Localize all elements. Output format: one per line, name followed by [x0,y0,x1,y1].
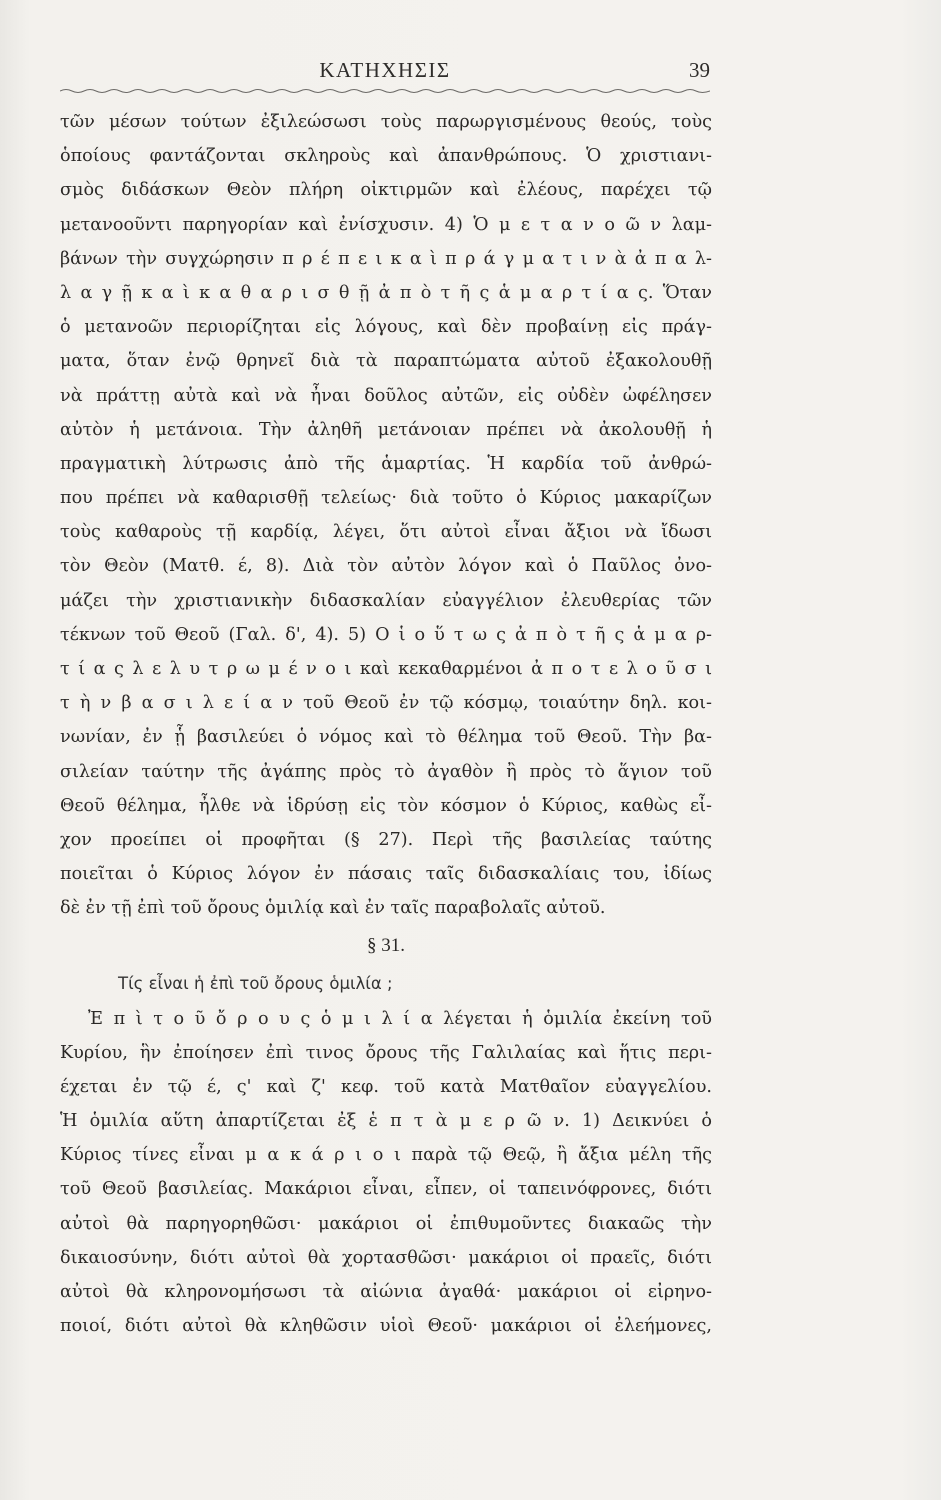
text-line: δικαιοσύνην, διότι αὐτοὶ θὰ χορτασθῶσι· μακάριοι οἱ πραεῖς, διότι [60,1247,712,1268]
text-line: μετανοοῦντι παρηγορίαν καὶ ἐνίσχυσιν. 4) Ὁ μ ε τ α ν ο ῶ ν λαμ- [60,214,712,235]
text-line: μάζει τὴν χριστιανικὴν διδασκαλίαν εὐαγγέλιον ἐλευθερίας τῶν [60,590,712,611]
page-number: 39 [689,58,710,82]
text-line: τῶν μέσων τούτων ἐξιλεώσωσι τοὺς παρωργισμένους θεούς, τοὺς [60,112,712,132]
text-line: χον προείπει οἱ προφῆται (§ 27). Περὶ τῆς βασιλείας ταύτης [60,829,712,850]
text-line: τ ὴ ν β α σ ι λ ε ί α ν τοῦ Θεοῦ ἐν τῷ κόσμῳ, τοιαύτην δηλ. κοι- [60,693,712,714]
text-line: δὲ ἐν τῇ ἐπὶ τοῦ ὄρους ὁμιλίᾳ καὶ ἐν ταῖς παραβολαῖς αὐτοῦ. [60,898,606,919]
text-line: αὐτὸν ἡ μετάνοια. Τὴν ἀληθῆ μετάνοιαν πρέπει νὰ ἀκολουθῇ ἡ [60,419,712,440]
text-line: ποιεῖται ὁ Κύριος λόγον ἐν πάσαις ταῖς διδασκαλίαις του, ἰδίως [60,864,712,885]
text-line: έχεται ἐν τῷ έ, ς' καὶ ζ' κεφ. τοῦ κατὰ Ματθαῖον εὐαγγελίου. [60,1076,712,1097]
text-line: ματα, ὅταν ἐνῷ θρηνεῖ διὰ τὰ παραπτώματα αὐτοῦ ἐξακολουθῇ [60,351,712,372]
text-line: ποιοί, διότι αὐτοὶ θὰ κληθῶσιν υἱοὶ Θεοῦ· μακάριοι οἱ ἐλεήμονες, [60,1316,712,1337]
body-text [60,105,712,1343]
text-line: σμὸς διδάσκων Θεὸν πλήρη οἰκτιρμῶν καὶ ἐλέους, παρέχει τῷ [60,180,712,201]
running-title: ΚΑΤΗΧΗΣΙΣ [319,58,451,82]
text-line: Κυρίου, ἣν ἐποίησεν ἐπὶ τινος ὄρους τῆς Γαλιλαίας καὶ ἥτις περι- [60,1042,712,1063]
text-line: Ἡ ὁμιλία αὕτη ἀπαρτίζεται ἐξ ἑ π τ ὰ μ ε ρ ῶ ν. 1) Δεικνύει ὁ [60,1111,712,1132]
paragraph-2 [60,1002,712,1344]
text-line: Ἐ π ὶ τ ο ῦ ὄ ρ ο υ ς ὁ μ ι λ ί α λέγεται ἡ ὁμιλία ἐκείνη τοῦ [88,1008,712,1029]
paragraph-1 [60,105,712,926]
text-line: Θεοῦ θέλημα, ἦλθε νὰ ἱδρύσῃ εἰς τὸν κόσμον ὁ Κύριος, καθὼς εἶ- [60,795,712,816]
text-line: λ α γ ῇ κ α ὶ κ α θ α ρ ι σ θ ῇ ἀ π ὸ τ ῆ ς ἁ μ α ρ τ ί α ς. Ὅταν [60,282,712,303]
catechism-question: Τίς εἶναι ἡ ἐπὶ τοῦ ὄρους ὁμιλία ; [118,973,393,993]
text-line: αὐτοὶ θὰ κληρονομήσωσι τὰ αἰώνια ἀγαθά· μακάριοι οἱ εἰρηνο- [60,1282,712,1302]
text-line: τέκνων τοῦ Θεοῦ (Γαλ. δ', 4). 5) Ο ἱ ο ὕ τ ω ς ἀ π ὸ τ ῆ ς ἁ μ α ρ- [60,624,712,645]
section-heading: § 31. [367,934,405,956]
text-line: βάνων τὴν συγχώρησιν π ρ έ π ε ι κ α ὶ π ρ ά γ μ α τ ι ν ὰ ἀ π α λ- [60,248,712,269]
text-line: ὁ μετανοῶν περιορίζηται εἰς λόγους, καὶ δὲν προβαίνῃ εἰς πράγ- [60,317,712,338]
text-line: τοῦ Θεοῦ βασιλείας. Μακάριοι εἶναι, εἶπεν, οἱ ταπεινόφρονες, διότι [60,1179,712,1200]
text-line: που πρέπει νὰ καθαρισθῇ τελείως· διὰ τοῦτο ὁ Κύριος μακαρίζων [60,488,712,509]
page-header [60,58,710,88]
text-line: Κύριος τίνες εἶναι μ α κ ά ρ ι ο ι παρὰ τῷ Θεῷ, ἢ ἄξια μέλη τῆς [60,1145,712,1166]
text-line: τοὺς καθαροὺς τῇ καρδίᾳ, λέγει, ὅτι αὐτοὶ εἶναι ἄξιοι νὰ ἴδωσι [60,522,712,543]
text-line: νὰ πράττῃ αὐτὰ καὶ νὰ ἦναι δοῦλος αὐτῶν, εἰς οὐδὲν ὠφέλησεν [60,385,712,406]
text-line: σιλείαν ταύτην τῆς ἀγάπης πρὸς τὸ ἀγαθὸν ἢ πρὸς τὸ ἅγιον τοῦ [60,761,712,782]
header-rule [60,87,710,95]
text-line: νωνίαν, ἐν ᾗ βασιλεύει ὁ νόμος καὶ τὸ θέλημα τοῦ Θεοῦ. Τὴν βα- [60,727,712,748]
text-line: τὸν Θεὸν (Ματθ. έ, 8). Διὰ τὸν αὐτὸν λόγον καὶ ὁ Παῦλος ὀνο- [60,556,712,577]
text-line: πραγματικὴ λύτρωσις ἀπὸ τῆς ἁμαρτίας. Ἡ καρδία τοῦ ἀνθρώ- [60,453,712,474]
text-line: αὐτοὶ θὰ παρηγορηθῶσι· μακάριοι οἱ ἐπιθυμοῦντες διακαῶς τὴν [60,1213,712,1234]
text-line: τ ί α ς λ ε λ υ τ ρ ω μ έ ν ο ι καὶ κεκαθαρμένοι ἀ π ο τ ε λ ο ῦ σ ι [60,659,712,679]
text-line: ὁποίους φαντάζονται σκληροὺς καὶ ἀπανθρώπους. Ὁ χριστιανι- [60,146,712,167]
